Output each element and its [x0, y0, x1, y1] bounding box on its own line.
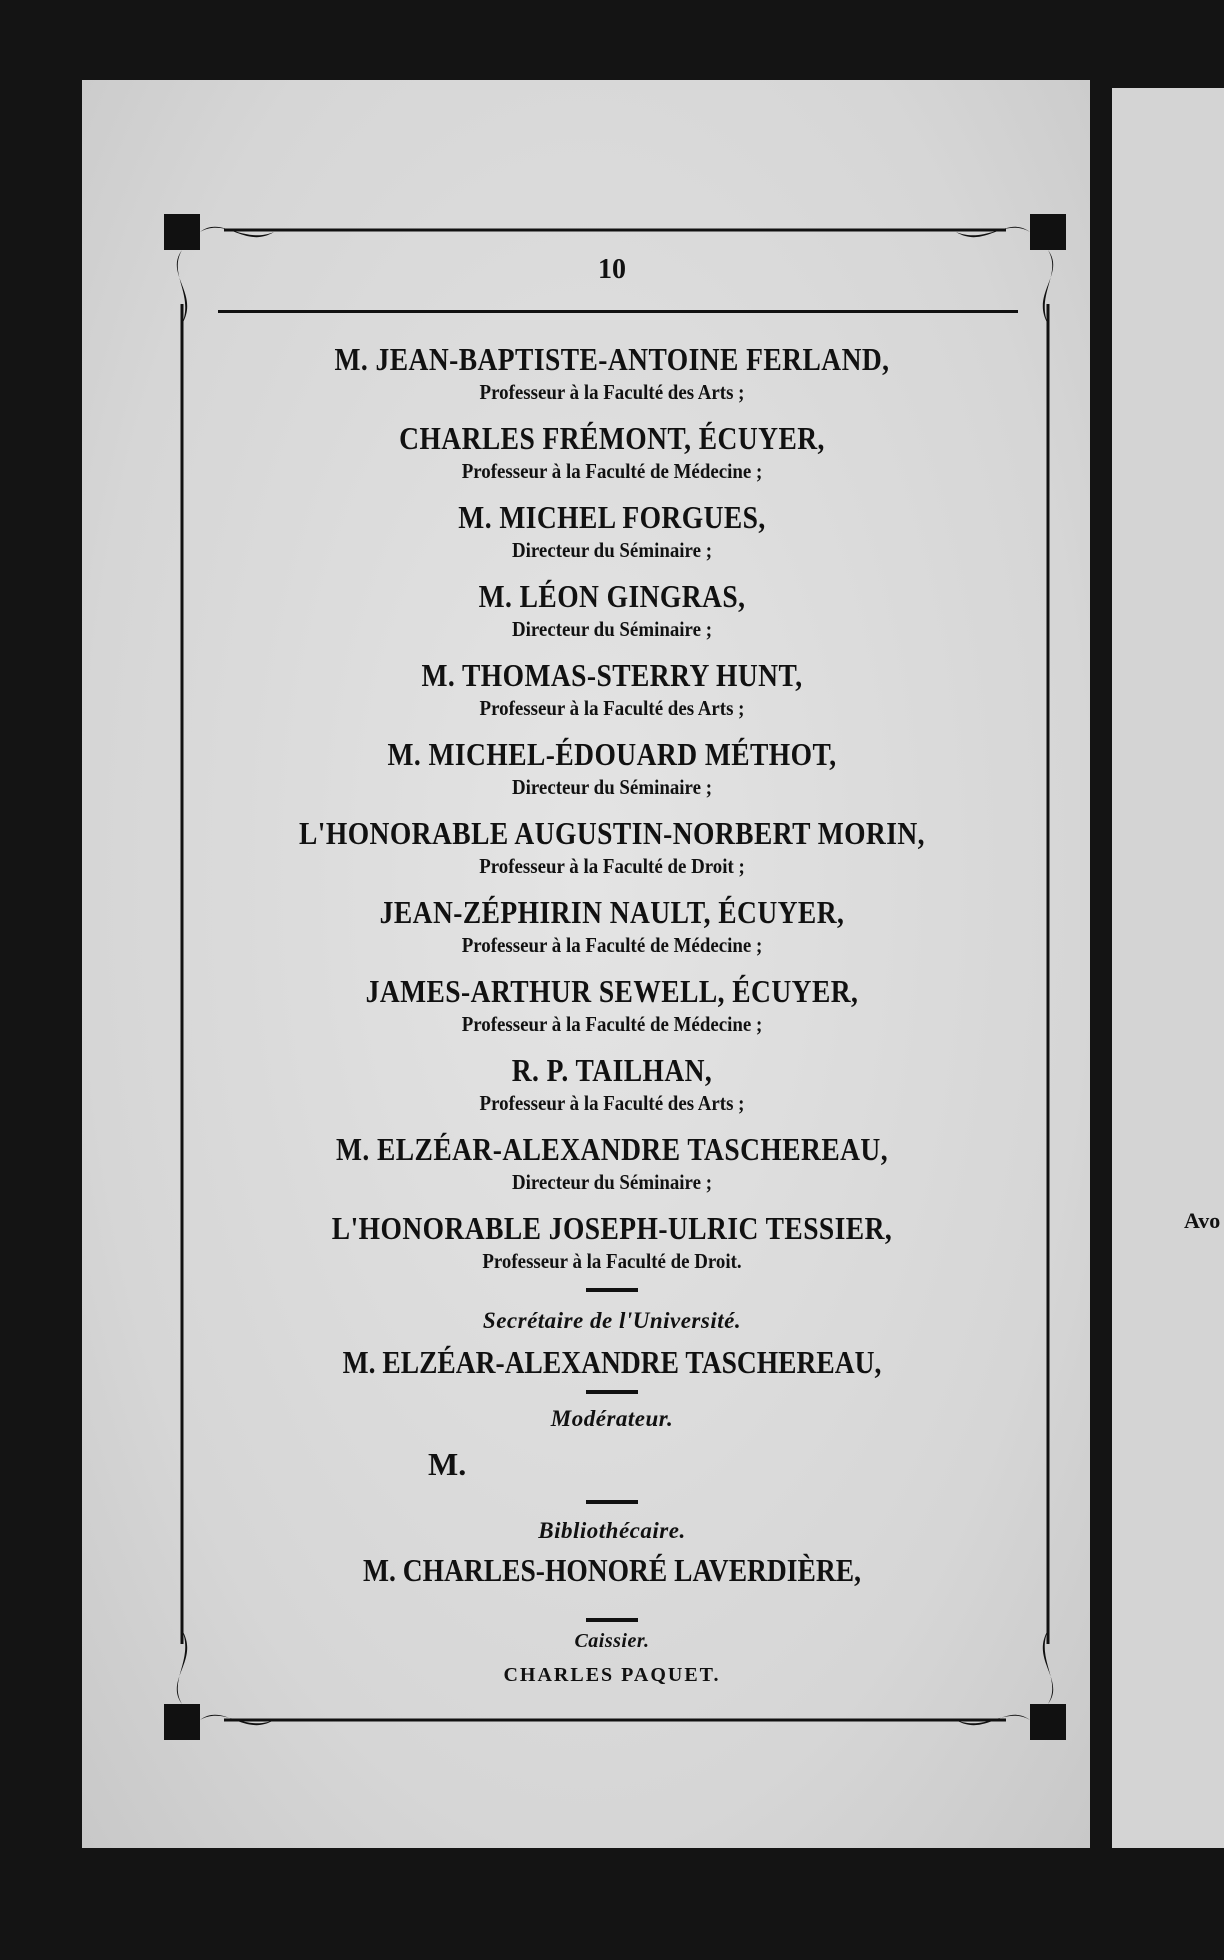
member-name: R. P. TAILHAN,: [511, 1052, 713, 1088]
member-role: Directeur du Séminaire ;: [511, 1170, 712, 1194]
member-name: L'HONORABLE AUGUSTIN-NORBERT MORIN,: [299, 815, 925, 851]
member-role: Directeur du Séminaire ;: [511, 538, 712, 562]
moderator-name: M.: [428, 1446, 467, 1482]
member-name: M. MICHEL FORGUES,: [458, 499, 766, 535]
page-number: 10: [598, 254, 626, 285]
list-item: [206, 339, 1018, 418]
list-item: [206, 1050, 1018, 1129]
member-name: JEAN-ZÉPHIRIN NAULT, ÉCUYER,: [379, 894, 845, 930]
list-item: [206, 497, 1018, 576]
list-item: [206, 813, 1018, 892]
member-role: Professeur à la Faculté de Médecine ;: [461, 933, 763, 957]
list-item: [206, 418, 1018, 497]
header-rule: [218, 310, 1018, 313]
list-item: [206, 892, 1018, 971]
list-item: [206, 576, 1018, 655]
secretary-name: M. ELZÉAR-ALEXANDRE TASCHEREAU,: [342, 1344, 882, 1380]
adjacent-page: [1112, 88, 1224, 1848]
member-role: Professeur à la Faculté des Arts ;: [479, 380, 745, 404]
list-item: [206, 1208, 1018, 1287]
member-role: Professeur à la Faculté des Arts ;: [479, 696, 745, 720]
list-item: [206, 1129, 1018, 1208]
moderator-heading: Modérateur.: [550, 1406, 674, 1431]
member-list: [206, 339, 1018, 1287]
adjacent-page-text: Avo: [1184, 1208, 1221, 1233]
member-name: M. MICHEL-ÉDOUARD MÉTHOT,: [387, 736, 837, 772]
list-item: [206, 734, 1018, 813]
list-item: [206, 971, 1018, 1050]
librarian-heading: Bibliothécaire.: [538, 1518, 686, 1543]
member-role: Professeur à la Faculté de Droit ;: [479, 854, 745, 878]
member-role: Professeur à la Faculté de Droit.: [482, 1249, 742, 1273]
section-divider: [586, 1288, 638, 1292]
member-name: M. LÉON GINGRAS,: [478, 578, 746, 614]
member-role: Directeur du Séminaire ;: [511, 617, 712, 641]
cashier-name: CHARLES PAQUET.: [503, 1664, 721, 1686]
member-name: M. JEAN-BAPTISTE-ANTOINE FERLAND,: [334, 341, 890, 377]
member-role: Professeur à la Faculté de Médecine ;: [461, 459, 763, 483]
section-divider: [586, 1500, 638, 1504]
member-name: L'HONORABLE JOSEPH-ULRIC TESSIER,: [331, 1210, 893, 1246]
member-name: CHARLES FRÉMONT, ÉCUYER,: [399, 420, 825, 456]
member-name: JAMES-ARTHUR SEWELL, ÉCUYER,: [365, 973, 859, 1009]
member-role: Professeur à la Faculté de Médecine ;: [461, 1012, 763, 1036]
member-role: Directeur du Séminaire ;: [511, 775, 712, 799]
secretary-heading: Secrétaire de l'Université.: [482, 1308, 742, 1333]
cashier-heading: Caissier.: [574, 1630, 650, 1652]
section-divider: [586, 1618, 638, 1622]
section-divider: [586, 1390, 638, 1394]
librarian-name: M. CHARLES-HONORÉ LAVERDIÈRE,: [363, 1552, 861, 1588]
member-role: Professeur à la Faculté des Arts ;: [479, 1091, 745, 1115]
member-name: M. ELZÉAR-ALEXANDRE TASCHEREAU,: [335, 1131, 889, 1167]
member-name: M. THOMAS-STERRY HUNT,: [421, 657, 803, 693]
list-item: [206, 655, 1018, 734]
